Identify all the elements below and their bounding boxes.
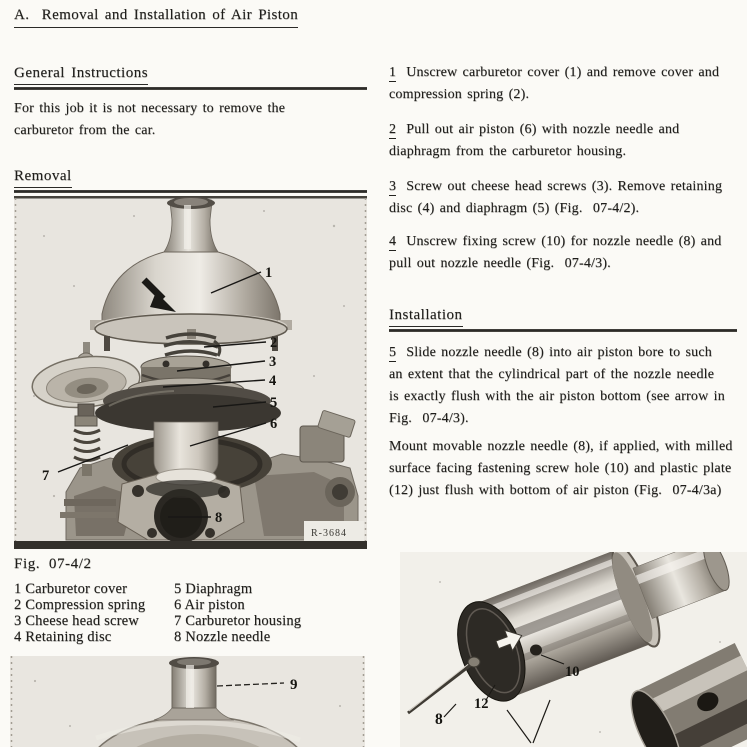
step-3-text: Screw out cheese head screws (3). Remove retaining disc (4) and diaphragm (5) (Fig. 07-4/2). <box>389 179 728 216</box>
legend-item: 1 Carburetor cover <box>14 581 128 597</box>
rule-removal <box>14 190 367 193</box>
step-4-number: 4 <box>389 234 397 249</box>
general-instructions-text: For this job it is not necessary to remove the carburetor from the car. <box>14 101 291 138</box>
callout-4: 4 <box>269 373 277 389</box>
heading-installation: Installation <box>389 307 463 327</box>
legend-item: 7 Carburetor housing <box>174 613 302 629</box>
fixing-screw-hole-art <box>530 645 542 656</box>
installation-paragraph: Mount movable nozzle needle (8), if applied, with milled surface facing fastening screw hole (10) and plastic plate (12) just flush with bottom of air piston (Fig. 07-4/3a) <box>389 439 738 498</box>
step-4-text: Unscrew fixing screw (10) for nozzle needle (8) and pull out nozzle needle (Fig. 07-4/3). <box>389 234 727 271</box>
callout-7: 7 <box>42 468 50 484</box>
rule-general <box>14 87 367 90</box>
heading-removal: Removal <box>14 168 72 188</box>
callout-5: 5 <box>270 395 278 411</box>
step-2 <box>389 119 723 163</box>
photo-ref-label: R-3684 <box>311 528 347 539</box>
step-1-number: 1 <box>389 65 397 80</box>
callout-8: 8 <box>435 711 443 728</box>
callout-8: 8 <box>215 510 223 526</box>
step-5 <box>389 342 731 430</box>
heading-general-instructions: General Instructions <box>14 65 148 85</box>
figure-caption: Fig. 07-4/2 <box>14 556 92 572</box>
step-3-number: 3 <box>389 179 397 194</box>
legend-item: 2 Compression spring <box>14 597 146 613</box>
rule-installation <box>389 329 737 332</box>
legend-item: 3 Cheese head screw <box>14 613 139 629</box>
step-5-number: 5 <box>389 345 397 360</box>
step-1 <box>389 62 723 106</box>
figure-cover-dome-photo <box>10 656 365 747</box>
callout-3: 3 <box>269 354 277 370</box>
step-2-text: Pull out air piston (6) with nozzle needle and diaphragm from the carburetor housing. <box>389 122 685 159</box>
figure-legend <box>14 581 354 645</box>
step-3 <box>389 176 729 220</box>
figure-07-4-3-air-piston-photo <box>400 552 747 747</box>
legend-item: 4 Retaining disc <box>14 629 112 645</box>
callout-6: 6 <box>270 416 278 432</box>
callout-1: 1 <box>265 265 273 281</box>
callout-12: 12 <box>474 696 489 712</box>
legend-item: 6 Air piston <box>174 597 245 613</box>
callout-2: 2 <box>270 335 278 351</box>
callout-10: 10 <box>565 664 580 680</box>
step-1-text: Unscrew carburetor cover (1) and remove cover and compression spring (2). <box>389 65 725 102</box>
legend-item: 5 Diaphragm <box>174 581 253 597</box>
step-5-text: Slide nozzle needle (8) into air piston bore to such an extent that the cylindrical part of the nozzle needle is exactly flush with the air piston bottom (see arrow in Fig. 07-4/3). <box>389 345 731 426</box>
callout-9: 9 <box>290 677 298 693</box>
page-title: A. Removal and Installation of Air Piston <box>14 7 298 28</box>
legend-item: 8 Nozzle needle <box>174 629 271 645</box>
step-2-number: 2 <box>389 122 397 137</box>
step-4 <box>389 231 727 275</box>
figure-07-4-2-carburetor-photo <box>14 196 367 549</box>
